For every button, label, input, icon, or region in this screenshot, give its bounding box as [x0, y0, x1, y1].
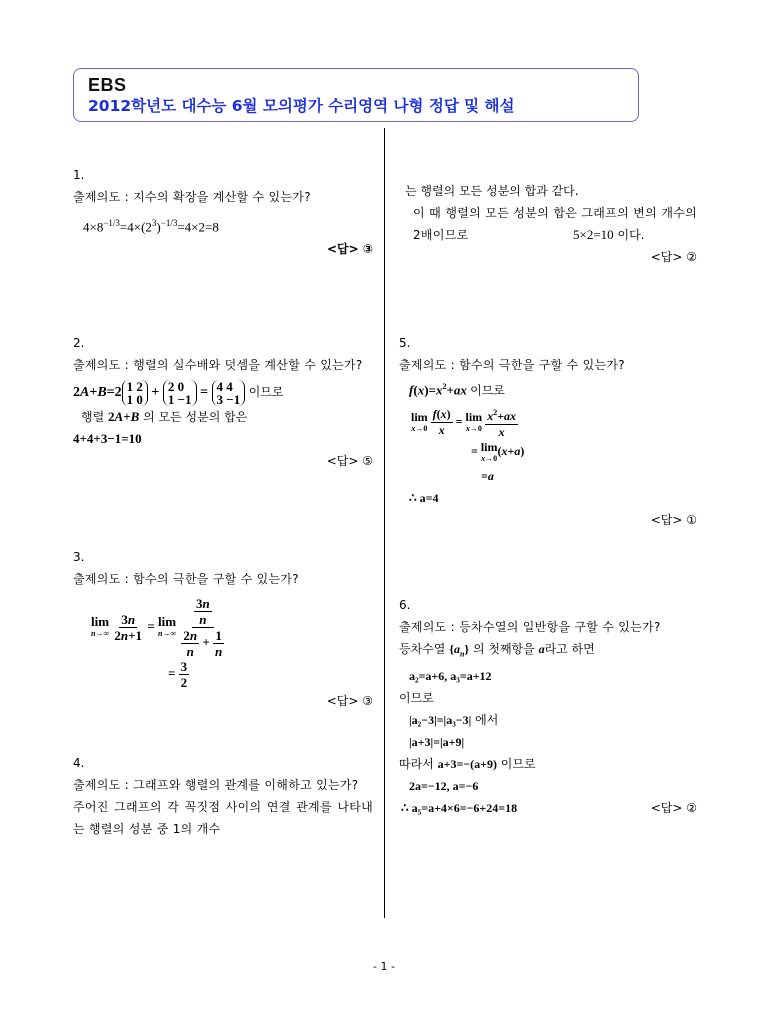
- q4-calc: 5×2=10: [573, 227, 614, 242]
- question-number: 2.: [73, 336, 85, 350]
- column-divider: [384, 128, 385, 918]
- q3-limit-equation: lim n→∞ $\frac{3n}{2n+1}$ = lim n→∞ $\frac{3n}{n}$ $\frac{2n}{n}$ + $\frac{1}{n}$: [91, 596, 223, 659]
- answer: <답> ⑤: [326, 454, 373, 468]
- q6-eq2-line: [409, 709, 697, 731]
- q5-suffix: 이므로: [470, 383, 505, 398]
- question-3: [73, 546, 373, 712]
- q6-eq4-line: [399, 753, 697, 775]
- q5-function: $f(x)=x^2+ax$ 이므로: [409, 382, 505, 398]
- page-number: - 1 -: [373, 960, 395, 973]
- q6-eq5: 2a=−12, a=−6: [409, 779, 479, 794]
- q5-limit-step2: = lim x→0 (x+a): [471, 439, 525, 463]
- question-1: [73, 164, 373, 260]
- q6-eq2-suffix: 에서: [475, 713, 499, 728]
- q5-limit-step3: =a: [481, 468, 494, 483]
- q6-eq4-suffix: 이므로: [500, 757, 536, 772]
- question-4-continued: [399, 180, 697, 268]
- q1-equation: $4\times 8^{-1/3}=4\times(2^3)^{-1/3}=4\times 2=8$: [83, 218, 219, 235]
- question-number: 1.: [73, 168, 85, 182]
- q5-limit: lim x→0 $\frac{f(x)}{x}$ = lim x→0 $\frac{x^2+ax}{x}$: [411, 407, 517, 440]
- q6-line1-post: 라고 하면: [544, 642, 595, 656]
- q2-line2: 행렬 2A+B 의 모든 성분의 합은: [81, 409, 248, 424]
- q2-line2-post: 의 모든 성분의 합은: [143, 410, 248, 424]
- question-intent: 출제의도 : 지수의 확장을 계산할 수 있는가?: [73, 190, 311, 204]
- q6-imeuro: 이므로: [399, 691, 434, 706]
- q2-suffix: 이므로: [248, 385, 284, 400]
- q5-result: ∴ a=4: [409, 490, 439, 505]
- question-number: 3.: [73, 550, 85, 564]
- question-intent: 출제의도 : 함수의 극한을 구할 수 있는가?: [399, 358, 625, 372]
- answer: <답> ③: [326, 242, 373, 257]
- question-number: 4.: [73, 756, 85, 770]
- q6-line1-mid: 의 첫째항을: [472, 642, 535, 656]
- q3-result: = $\frac{3}{2}$: [168, 659, 188, 690]
- q6-eq2: |a₂−3|=|a₃−3|: [409, 713, 472, 728]
- q6-eq6: ∴ a₅=a+4×6=−6+24=18: [401, 801, 518, 816]
- question-intent: 출제의도 : 함수의 극한을 구할 수 있는가?: [73, 572, 299, 586]
- q4-body2: 는 행렬의 모든 성분의 합과 같다.: [405, 184, 579, 198]
- q2-line2-pre: 행렬: [81, 410, 105, 424]
- question-6: [399, 594, 697, 819]
- question-intent: 출제의도 : 그래프와 행렬의 관계를 이해하고 있는가?: [73, 778, 359, 792]
- question-4: [73, 752, 373, 840]
- answer: <답> ③: [326, 694, 373, 708]
- answer: <답> ①: [650, 512, 697, 527]
- question-intent: 출제의도 : 행렬의 실수배와 덧셈을 계산할 수 있는가?: [73, 358, 363, 372]
- page-title: 2012학년도 대수능 6월 모의평가 수리영역 나형 정답 및 해설: [88, 97, 515, 115]
- q6-line1: 등차수열 $\{a_n\}$ 의 첫째항을 a라고 하면: [399, 642, 595, 659]
- question-number: 5.: [399, 336, 411, 350]
- q6-ttaraseo: 따라서: [399, 757, 434, 772]
- question-5: [399, 332, 697, 531]
- answer: <답> ②: [650, 801, 697, 816]
- q4-calc-suffix: 이다.: [617, 228, 645, 242]
- answer: <답> ②: [650, 250, 697, 264]
- q6-line1-pre: 등차수열: [399, 642, 446, 656]
- q6-eq3: |a+3|=|a+9|: [409, 735, 465, 750]
- question-number: 6.: [399, 598, 411, 612]
- page-header: [73, 68, 639, 122]
- ebs-brand: EBS: [88, 75, 127, 95]
- q6-eq4: a+3=−(a+9): [437, 757, 497, 772]
- q4-body: 주어진 그래프의 각 꼭짓점 사이의 연결 관계를 나타내는 행렬의 성분 중 1의 개수: [73, 800, 373, 836]
- q6-eq1: a₂=a+6, a₃=a+12: [409, 669, 492, 684]
- q2-sum: 4+4+3−1=10: [73, 431, 142, 446]
- q4-body3: 이 때 행렬의 모든 성분의 합은 그래프의 변의 개수의 2배이므로: [413, 206, 697, 242]
- question-2: [73, 332, 373, 472]
- question-intent: 출제의도 : 등차수열의 일반항을 구할 수 있는가?: [399, 620, 661, 634]
- q2-equation: 2A+B=2 1 2 1 0 + 2 0 1 −1 = 4 4 3 −1 이므로: [73, 379, 284, 407]
